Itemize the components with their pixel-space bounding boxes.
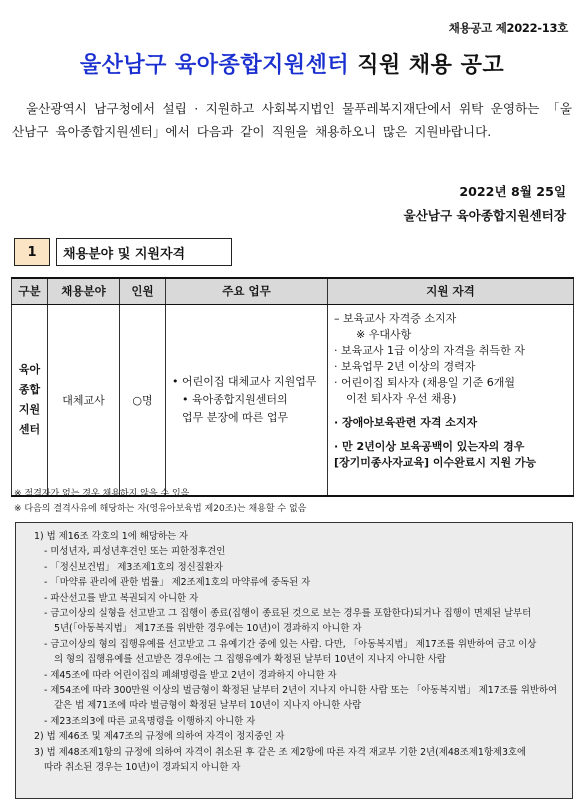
header-count: 인원 [120,278,166,304]
table-header-row [12,278,574,304]
duty-line: • 어린이집 대체교사 지원업무 [172,374,317,388]
header-division: 구분 [12,278,48,304]
qualification-line: – 보육교사 자격증 소지자 [334,311,457,325]
duty-line: 업무 분장에 따른 업무 [182,410,289,424]
note-line: ※ 다음의 결격사유에 해당하는 자(영유아보육법 제20조)는 채용할 수 없음 [14,504,307,514]
disqualification-line: 의 형의 집행유예를 선고받은 경우에는 그 집행유예가 확정된 날부터 10년이 지나지 아니한 사람 [54,654,446,666]
section-title: 채용분야 및 지원자격 [56,238,232,266]
duties-cell [166,304,328,496]
recruitment-table [11,277,574,497]
field-cell: 대체교사 [48,304,120,496]
division-line: 센터 [18,422,41,436]
division-line: 종합 [18,382,41,396]
qualification-line: · 보육업무 2년 이상의 경력자 [334,359,476,373]
section-header [14,238,232,266]
disqualification-box [15,522,573,799]
division-cell [12,304,48,496]
notice-date: 2022년 8월 25일 [459,184,566,199]
qualification-line: · 만 2년이상 보육공백이 있는자의 경우 [334,439,525,453]
disqualification-line: - 「정신보건법」 제3조제1호의 정신질환자 [44,561,223,573]
disqualification-line: - 「마약류 관리에 관한 법률」 제2조제1호의 마약류에 중독된 자 [44,577,311,589]
issuing-organization: 울산남구 육아종합지원센터장 [403,208,566,223]
header-field: 채용분야 [48,278,120,304]
disqualification-line: - 제23조의3에 따른 교육명령을 이행하지 아니한 자 [44,715,256,727]
disqualification-line: - 파산선고를 받고 복권되지 아니한 자 [44,592,199,604]
title-recruit: 직원 채용 공고 [357,53,505,78]
title-center-name: 울산남구 육아종합지원센터 [79,53,350,78]
disqualification-line: 같은 법 제71조에 따라 벌금형이 확정된 날부터 10년이 지나지 아니한 사람 [54,700,362,712]
notes [14,487,306,517]
page-title [0,48,584,79]
disqualification-line: 3) 법 제48조제1항의 규정에 의하여 자격이 취소된 후 같은 조 제2항에 따른 자격 재교부 기한 2년(제48조제1항제3호에 [34,746,527,758]
disqualification-line: 따라 취소된 경우는 10년)이 경과되지 아니한 자 [44,762,241,774]
qualification-line: · 보육교사 1급 이상의 자격을 취득한 자 [334,343,525,357]
disqualification-line: 1) 법 제16조 각호의 1에 해당하는 자 [34,531,189,542]
qualifications-cell [328,304,574,496]
division-line: 육아 [18,362,41,376]
count-cell: ○명 [120,304,166,496]
qualification-line: ※ 우대사항 [356,327,412,341]
disqualification-line: 2) 법 제46조 및 제47조의 규정에 의하여 자격이 정지중인 자 [34,731,285,743]
table-row [12,304,574,496]
qualification-line: · 장애아보육관련 자격 소지자 [334,415,478,429]
qualification-line: · 어린이집 퇴사자 (채용일 기준 6개월 [334,375,516,389]
disqualification-line: - 제45조에 따라 어린이집의 폐쇄명령을 받고 2년이 경과하지 아니한 자 [44,669,337,681]
disqualification-line: - 제54조에 따라 300만원 이상의 벌금형이 확정된 날부터 2년이 지나지 아니한 사람 또는 「아동복지법」 제17조를 위반하여 [44,685,558,697]
duty-line: • 육아종합지원센터의 [182,392,288,406]
header-duties: 주요 업무 [166,278,328,304]
qualification-line: [장기미종사자교육] 이수완료시 지원 가능 [334,455,537,469]
qualification-line: 이전 퇴사자 우선 채용) [346,391,457,405]
intro-paragraph: 울산광역시 남구청에서 설립 · 지원하고 사회복지법인 물푸레복지재단에서 위탁 운영하는 「울산남구 육아종합지원센터」에서 다음과 같이 직원을 채용하오니 많은 지원바랍니다. [12,101,572,139]
disqualification-line: 5년(「아동복지법」 제17조를 위반한 경우에는 10년)이 경과하지 아니한 자 [54,623,362,635]
notice-number: 채용공고 제2022-13호 [448,21,568,35]
division-line: 지원 [18,402,41,416]
note-line: ※ 적격자가 없는 경우 채용하지 않을 수 있음 [14,489,190,499]
header-qualifications: 지원 자격 [328,278,574,304]
disqualification-line: - 금고이상의 실형을 선고받고 그 집행이 종료(집행이 종료된 것으로 보는 경우를 포함한다)되거나 집행이 면제된 날부터 [44,608,532,620]
disqualification-line: - 금고이상의 형의 집행유예를 선고받고 그 유예기간 중에 있는 사람. 다만, 「아동복지법」 제17조를 위반하여 금고 이상 [44,638,537,650]
section-number: 1 [14,238,50,266]
disqualification-line: - 미성년자, 피성년후견인 또는 피한정후견인 [44,546,226,558]
